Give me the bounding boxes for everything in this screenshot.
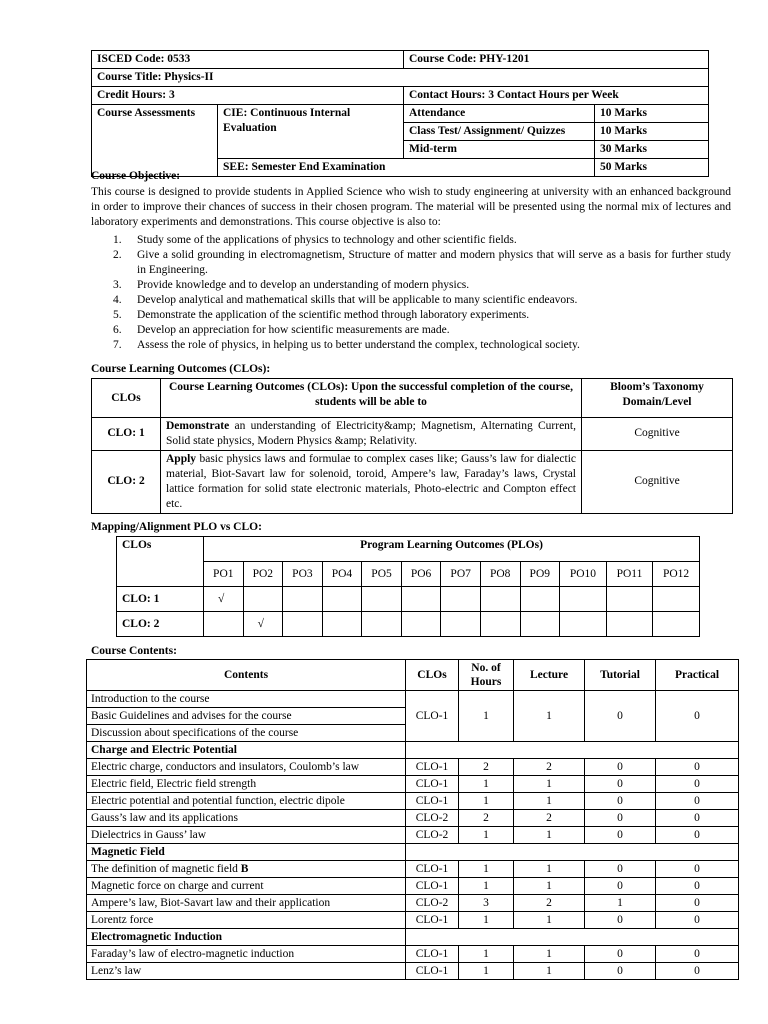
see-marks: 50 Marks xyxy=(595,158,709,176)
mapping-plos-header: Program Learning Outcomes (PLOs) xyxy=(204,537,700,562)
content-cell: 2 xyxy=(514,810,585,827)
content-cell: 2 xyxy=(514,895,585,912)
content-cell: CLO-1 xyxy=(406,946,459,963)
see-label: SEE: Semester End Examination xyxy=(218,158,595,176)
course-contents-table xyxy=(86,659,739,980)
content-cell: 1 xyxy=(459,878,514,895)
content-cell: 1 xyxy=(514,827,585,844)
content-topic: Introduction to the course xyxy=(87,691,406,708)
objective-item: 7. Assess the role of physics, in helping us to better understand the complex, technological society. xyxy=(113,338,580,351)
content-cell: 2 xyxy=(459,810,514,827)
content-cell: 1 xyxy=(514,912,585,929)
assessment-item: Attendance xyxy=(404,104,595,122)
po-header: PO7 xyxy=(441,562,481,587)
isced-code: ISCED Code: 0533 xyxy=(92,51,404,69)
content-cell: 0 xyxy=(656,776,739,793)
po-header: PO2 xyxy=(243,562,283,587)
content-cell: 0 xyxy=(656,895,739,912)
content-cell: CLO-2 xyxy=(406,827,459,844)
assessment-item: Class Test/ Assignment/ Quizzes xyxy=(404,122,595,140)
objective-paragraph: This course is designed to provide students in Applied Science who wish to study engineering at university with an enhanced background in order to improve their chances of success in their chosen program. The material will be presented using the normal mix of lectures and laboratory experiments and demonstrations. This course objective is also to: xyxy=(91,186,731,228)
content-cell: 0 xyxy=(656,810,739,827)
mapping-cell xyxy=(283,587,323,612)
section-title: Charge and Electric Potential xyxy=(87,742,406,759)
plo-clo-mapping-table xyxy=(116,536,700,637)
section-title: Magnetic Field xyxy=(87,844,406,861)
table-row xyxy=(87,912,739,929)
content-cell: 1 xyxy=(459,963,514,980)
clo-col-header: CLOs xyxy=(92,379,161,418)
content-topic: Faraday’s law of electro-magnetic induction xyxy=(87,946,406,963)
mapping-cell xyxy=(480,587,520,612)
content-topic: Electric field, Electric field strength xyxy=(87,776,406,793)
mapping-cell xyxy=(401,587,441,612)
section-filler xyxy=(406,844,739,861)
content-topic: Lorentz force xyxy=(87,912,406,929)
section-row xyxy=(87,742,739,759)
content-cell: 0 xyxy=(585,878,656,895)
content-cell: CLO-1 xyxy=(406,963,459,980)
objective-item: 1. Study some of the applications of physics to technology and other scientific fields. xyxy=(113,234,517,246)
content-topic: Electric charge, conductors and insulators, Coulomb’s law xyxy=(87,759,406,776)
po-header: PO9 xyxy=(520,562,560,587)
content-cell: 3 xyxy=(459,895,514,912)
content-cell: 1 xyxy=(459,827,514,844)
clo-table xyxy=(91,378,733,514)
content-topic: Discussion about specifications of the course xyxy=(87,725,406,742)
mapping-cell xyxy=(560,612,607,637)
content-cell: 0 xyxy=(585,776,656,793)
mapping-cell xyxy=(401,612,441,637)
content-cell: 1 xyxy=(459,776,514,793)
mapping-cell: √ xyxy=(204,587,244,612)
mapping-cell xyxy=(606,612,652,637)
clo-description: Apply basic physics laws and formulae to complex cases like; Gauss’s law for dialectic material, Biot-Savart law for solenoid, toroid, Ampere’s law, Faraday’s laws, Crystal lattice formation for solid state electronic materials, Photo-electric and Compton effect etc. xyxy=(161,450,582,513)
table-row xyxy=(87,861,739,878)
content-cell: 1 xyxy=(514,946,585,963)
objective-item: 5. Demonstrate the application of the scientific method through laboratory experiments. xyxy=(113,308,530,321)
content-cell: 0 xyxy=(585,963,656,980)
mapping-cell: √ xyxy=(243,612,283,637)
mapping-cell xyxy=(441,612,481,637)
content-cell: 1 xyxy=(514,963,585,980)
assessment-marks: 30 Marks xyxy=(595,140,709,158)
content-cell: 0 xyxy=(585,827,656,844)
objective-item: 3. Provide knowledge and to develop an understanding of modern physics. xyxy=(113,278,470,291)
content-cell: 1 xyxy=(514,793,585,810)
mapping-cell xyxy=(560,587,607,612)
clo-description: Demonstrate an understanding of Electricity&amp; Magnetism, Alternating Current, Solid state physics, Modern Physics &amp; Relativity. xyxy=(161,418,582,451)
table-row xyxy=(87,827,739,844)
section-row xyxy=(87,844,739,861)
content-cell: 0 xyxy=(656,861,739,878)
section-title: Electromagnetic Induction xyxy=(87,929,406,946)
table-row xyxy=(87,878,739,895)
clo-id: CLO: 1 xyxy=(92,418,161,451)
table-row xyxy=(87,793,739,810)
clo-level: Cognitive xyxy=(582,450,733,513)
content-topic: Basic Guidelines and advises for the course xyxy=(87,708,406,725)
content-cell: CLO-2 xyxy=(406,810,459,827)
mapping-cell xyxy=(653,587,700,612)
content-topic: The definition of magnetic field B xyxy=(87,861,406,878)
po-header: PO8 xyxy=(480,562,520,587)
clo-heading: Course Learning Outcomes (CLOs): xyxy=(91,363,271,375)
objective-item: 6. Develop an appreciation for how scientific measurements are made. xyxy=(113,323,450,336)
mapping-cell xyxy=(653,612,700,637)
objective-item: 2. Give a solid grounding in electromagnetism, Structure of matter and modern physics that will serve as a basis for further study in Engineering. xyxy=(113,248,731,276)
content-cell: CLO-2 xyxy=(406,895,459,912)
content-cell: CLO-1 xyxy=(406,793,459,810)
content-cell: 0 xyxy=(585,810,656,827)
content-cell: 1 xyxy=(459,946,514,963)
clo-outcomes-header: Course Learning Outcomes (CLOs): Upon the successful completion of the course, students will be able to xyxy=(161,379,582,418)
po-header: PO1 xyxy=(204,562,244,587)
mapping-cell xyxy=(283,612,323,637)
content-cell: 2 xyxy=(514,759,585,776)
content-tutorial: 0 xyxy=(585,691,656,742)
mapping-cell xyxy=(204,612,244,637)
content-lecture: 1 xyxy=(514,691,585,742)
content-cell: 1 xyxy=(514,776,585,793)
table-row xyxy=(87,895,739,912)
content-cell: 1 xyxy=(459,793,514,810)
mapping-heading: Mapping/Alignment PLO vs CLO: xyxy=(91,521,262,533)
content-topic: Electric potential and potential function, electric dipole xyxy=(87,793,406,810)
objective-item: 4. Develop analytical and mathematical skills that will be applicable to many scientific endeavors. xyxy=(113,293,578,306)
table-row xyxy=(87,691,739,708)
mapping-clo-id: CLO: 1 xyxy=(117,587,204,612)
course-title: Course Title: Physics-II xyxy=(92,68,709,86)
content-cell: 0 xyxy=(656,878,739,895)
content-cell: 1 xyxy=(459,912,514,929)
tutorial-header: Tutorial xyxy=(585,660,656,691)
content-cell: 0 xyxy=(585,912,656,929)
contents-heading: Course Contents: xyxy=(91,645,177,657)
contact-hours: Contact Hours: 3 Contact Hours per Week xyxy=(404,86,709,104)
po-header: PO5 xyxy=(362,562,402,587)
course-code: Course Code: PHY-1201 xyxy=(404,51,709,69)
content-cell: 1 xyxy=(514,861,585,878)
lecture-header: Lecture xyxy=(514,660,585,691)
po-header: PO10 xyxy=(560,562,607,587)
bloom-header: Bloom’s Taxonomy Domain/Level xyxy=(582,379,733,418)
content-cell: CLO-1 xyxy=(406,861,459,878)
content-cell: CLO-1 xyxy=(406,776,459,793)
mapping-cell xyxy=(520,612,560,637)
content-cell: 0 xyxy=(585,861,656,878)
content-cell: 0 xyxy=(656,963,739,980)
content-cell: 0 xyxy=(585,759,656,776)
assessment-marks: 10 Marks xyxy=(595,104,709,122)
content-topic: Lenz’s law xyxy=(87,963,406,980)
assessments-label: Course Assessments xyxy=(92,104,218,176)
objective-heading: Course Objective: xyxy=(91,170,181,182)
table-row xyxy=(87,963,739,980)
content-cell: 0 xyxy=(656,793,739,810)
section-filler xyxy=(406,742,739,759)
assessment-item: Mid-term xyxy=(404,140,595,158)
content-cell: 0 xyxy=(585,946,656,963)
mapping-cell xyxy=(441,587,481,612)
assessment-marks: 10 Marks xyxy=(595,122,709,140)
mapping-clos-header: CLOs xyxy=(117,537,204,587)
cie-label: CIE: Continuous Internal Evaluation xyxy=(218,104,404,158)
content-hours: 1 xyxy=(459,691,514,742)
po-header: PO4 xyxy=(322,562,362,587)
content-cell: 0 xyxy=(656,912,739,929)
hours-header: No. of Hours xyxy=(459,660,514,691)
content-cell: 0 xyxy=(585,793,656,810)
content-topic: Gauss’s law and its applications xyxy=(87,810,406,827)
mapping-cell xyxy=(362,612,402,637)
clo-level: Cognitive xyxy=(582,418,733,451)
table-row xyxy=(87,776,739,793)
po-header: PO3 xyxy=(283,562,323,587)
section-filler xyxy=(406,929,739,946)
mapping-cell xyxy=(520,587,560,612)
content-cell: 0 xyxy=(656,946,739,963)
mapping-clo-id: CLO: 2 xyxy=(117,612,204,637)
content-cell: 0 xyxy=(656,759,739,776)
mapping-cell xyxy=(606,587,652,612)
content-topic: Magnetic force on charge and current xyxy=(87,878,406,895)
content-topic: Ampere’s law, Biot-Savart law and their application xyxy=(87,895,406,912)
mapping-cell xyxy=(243,587,283,612)
content-cell: 2 xyxy=(459,759,514,776)
content-topic: Dielectrics in Gauss’ law xyxy=(87,827,406,844)
table-row xyxy=(87,810,739,827)
practical-header: Practical xyxy=(656,660,739,691)
clo-id: CLO: 2 xyxy=(92,450,161,513)
credit-hours: Credit Hours: 3 xyxy=(92,86,404,104)
content-cell: 1 xyxy=(514,878,585,895)
mapping-cell xyxy=(480,612,520,637)
contents-header: Contents xyxy=(87,660,406,691)
content-cell: 1 xyxy=(459,861,514,878)
content-cell: CLO-1 xyxy=(406,759,459,776)
content-cell: 1 xyxy=(585,895,656,912)
po-header: PO12 xyxy=(653,562,700,587)
table-row xyxy=(87,946,739,963)
content-clo: CLO-1 xyxy=(406,691,459,742)
content-cell: CLO-1 xyxy=(406,912,459,929)
clos-header: CLOs xyxy=(406,660,459,691)
content-cell: CLO-1 xyxy=(406,878,459,895)
objective-list xyxy=(113,233,731,353)
mapping-cell xyxy=(322,612,362,637)
mapping-cell xyxy=(362,587,402,612)
course-info-table xyxy=(91,50,709,177)
section-row xyxy=(87,929,739,946)
mapping-cell xyxy=(322,587,362,612)
content-cell: 0 xyxy=(656,827,739,844)
content-practical: 0 xyxy=(656,691,739,742)
po-header: PO11 xyxy=(606,562,652,587)
po-header: PO6 xyxy=(401,562,441,587)
table-row xyxy=(87,759,739,776)
